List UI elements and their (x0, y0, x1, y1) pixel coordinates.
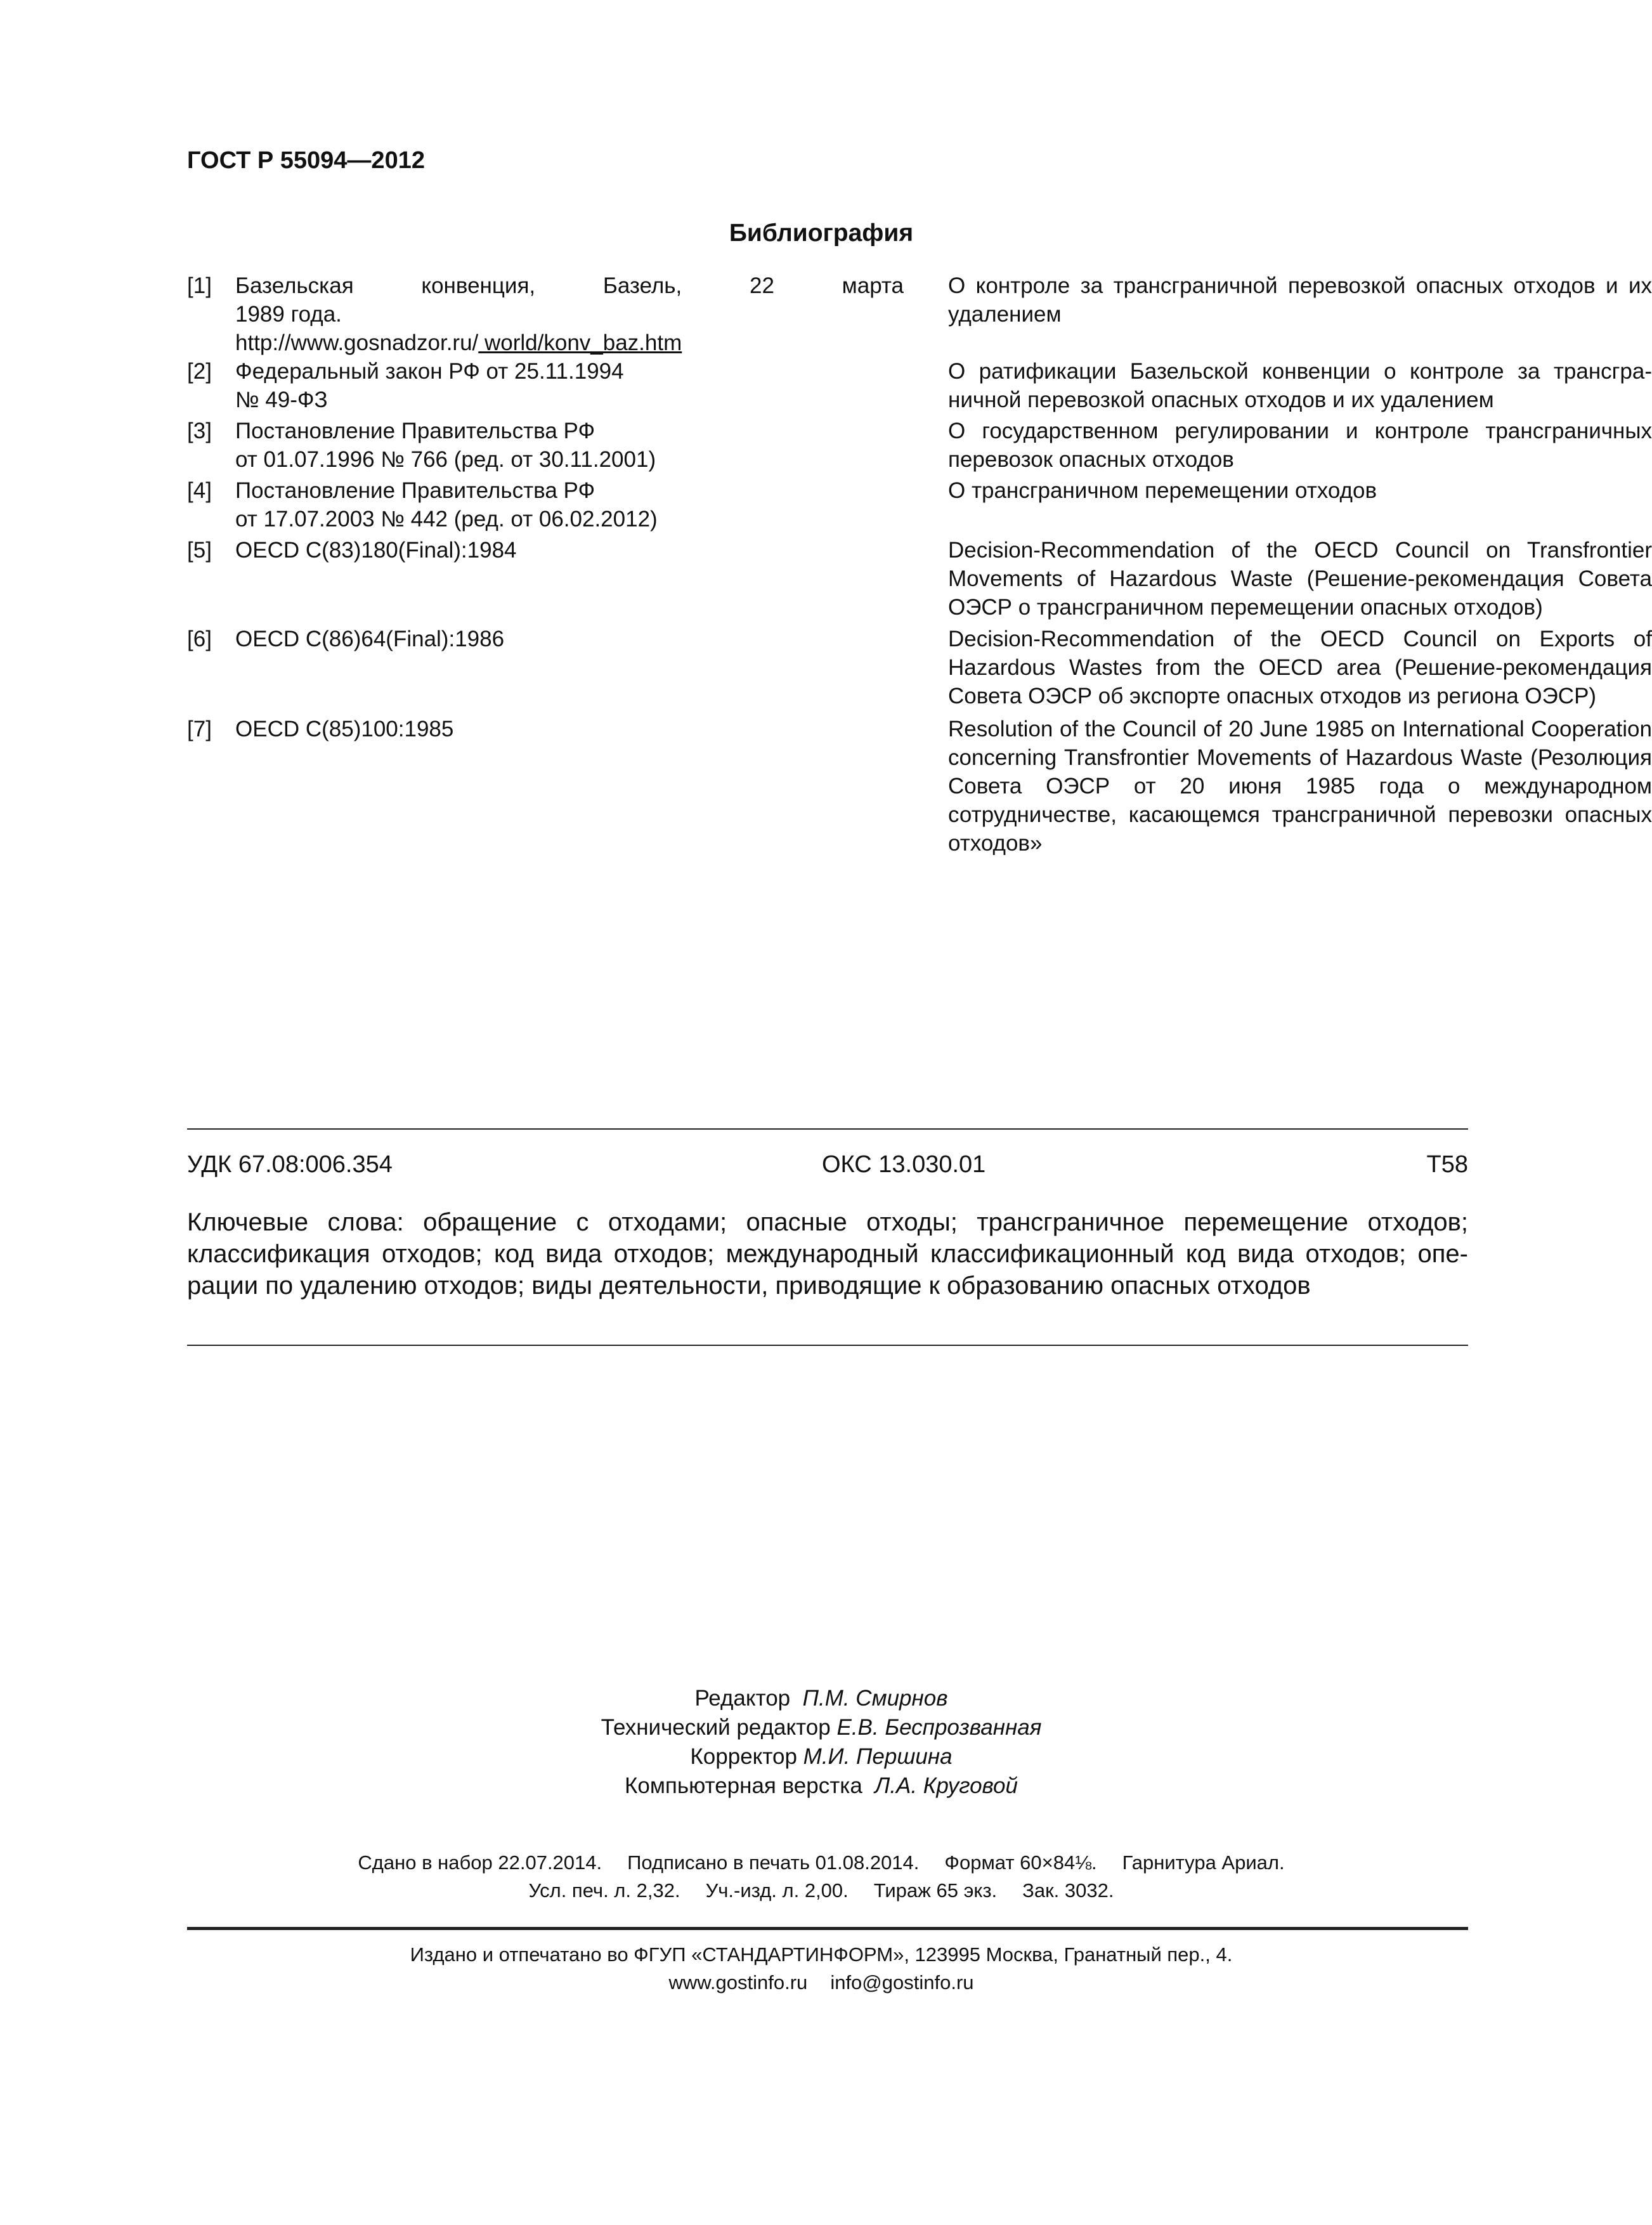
bibliography-entry (187, 271, 1652, 357)
publisher-site[interactable]: www.gostinfo.ru (668, 1971, 808, 1993)
entry-number: [7] (187, 717, 212, 741)
document-code: ГОСТ Р 55094—2012 (187, 147, 425, 174)
bibliography-title: Библиография (729, 219, 914, 247)
entry-url[interactable]: http://www.gosnadzor.ru/ world/konv_baz.htm (235, 330, 682, 355)
bibliography-entry (187, 417, 1652, 476)
tech-editor-line: Технический редактор Е.В. Беспрозванная (601, 1715, 1042, 1740)
bibliography-entry (187, 357, 1652, 417)
bibliography-entry (187, 536, 1652, 625)
editor-line: Редактор П.М. Смирнов (694, 1686, 948, 1711)
entry-title: Decision-Recommendation of the OECD Council on Transfrontier Movements of Hazardous Waste (Решение-рекомендация Совета ОЭСР о трансграничном перемещении опасных отходов) (948, 538, 1652, 620)
credits-block (0, 1684, 1642, 1801)
t-code: Т58 (1426, 1151, 1468, 1178)
entry-title: О ратификации Базельской конвенции о контроле за трансграничной перевозкой опасных отходов и их удалением (948, 359, 1652, 412)
print-info-line-2: Усл. печ. л. 2,32. Уч.-изд. л. 2,00. Тираж 65 экз. Зак. 3032. (528, 1879, 1114, 1902)
publisher-block (0, 1941, 1642, 1997)
entry-number: [3] (187, 419, 212, 443)
entry-title: О контроле за трансграничной перевозкой опасных отходов и их удалением (948, 273, 1652, 327)
entry-source: Федеральный закон РФ от 25.11.1994 № 49-ФЗ (235, 359, 624, 412)
entry-source: OECD C(83)180(Final):1984 (235, 538, 517, 563)
entry-source: Базельская конвенция, Базель, 22 марта 1989 года. http://www.gosnadzor.ru/ world/konv_baz.htm (235, 271, 904, 357)
entry-source: Постановление Правительства РФ от 17.07.2003 № 442 (ред. от 06.02.2012) (235, 478, 658, 532)
bibliography-entry (187, 476, 1468, 536)
entry-title: О государственном регулировании и контроле трансграничных перевозок опасных отходов (948, 419, 1652, 472)
entry-number: [2] (187, 359, 212, 384)
print-info-line-1: Сдано в набор 22.07.2014. Подписано в печать 01.08.2014. Формат 60×84⅛. Гарнитура Ариал. (358, 1851, 1285, 1874)
entry-title: Resolution of the Council of 20 June 1985 on International Cooperation concerning Transfrontier Movements of Hazardous Waste (Резолюция Совета ОЭСР от 20 июня 1985 года о международном сотрудничестве, касающемся трансграничной перевозки опасных отходов» (948, 717, 1652, 856)
publisher-contacts (0, 1969, 1642, 1997)
entry-source: OECD C(85)100:1985 (235, 717, 454, 741)
publisher-divider (187, 1927, 1468, 1930)
bibliography-list (187, 271, 1652, 861)
udk-code: УДК 67.08:006.354 (187, 1151, 393, 1178)
entry-source: Постановление Правительства РФ от 01.07.1996 № 766 (ред. от 30.11.2001) (235, 419, 656, 472)
classification-codes (187, 1151, 1468, 1178)
bibliography-entry (187, 715, 1652, 861)
publisher-address: Издано и отпечатано во ФГУП «СТАНДАРТИНФОРМ», 123995 Москва, Гранатный пер., 4. (410, 1943, 1233, 1966)
entry-number: [1] (187, 273, 212, 298)
keywords-divider (187, 1345, 1468, 1346)
entry-number: [5] (187, 538, 212, 563)
oks-code: ОКС 13.030.01 (822, 1151, 986, 1178)
entry-number: [6] (187, 627, 212, 651)
entry-title: Decision-Recommendation of the OECD Council on Exports of Hazardous Wastes from the OECD area (Решение-рекомендация Совета ОЭСР об экспорте опасных отходов из региона ОЭСР) (948, 627, 1652, 708)
publisher-email[interactable]: info@gostinfo.ru (830, 1971, 974, 1993)
entry-number: [4] (187, 478, 212, 503)
entry-source: OECD C(86)64(Final):1986 (235, 627, 505, 651)
corrector-line: Корректор М.И. Першина (690, 1744, 953, 1769)
print-info (0, 1849, 1642, 1905)
entry-title: О трансграничном перемещении отходов (948, 478, 1377, 503)
layout-line: Компьютерная верстка Л.А. Круговой (624, 1773, 1018, 1798)
keywords: Ключевые слова: обращение с отходами; опасные отходы; трансграничное перемещение отходов; классификация отходов; код вида отходов; международный классификационный код вида отходов; операции по удалению отходов; виды деятельности, приводящие к образованию опасных отходов (187, 1208, 1468, 1300)
top-divider (187, 1128, 1468, 1130)
bibliography-entry (187, 625, 1652, 715)
